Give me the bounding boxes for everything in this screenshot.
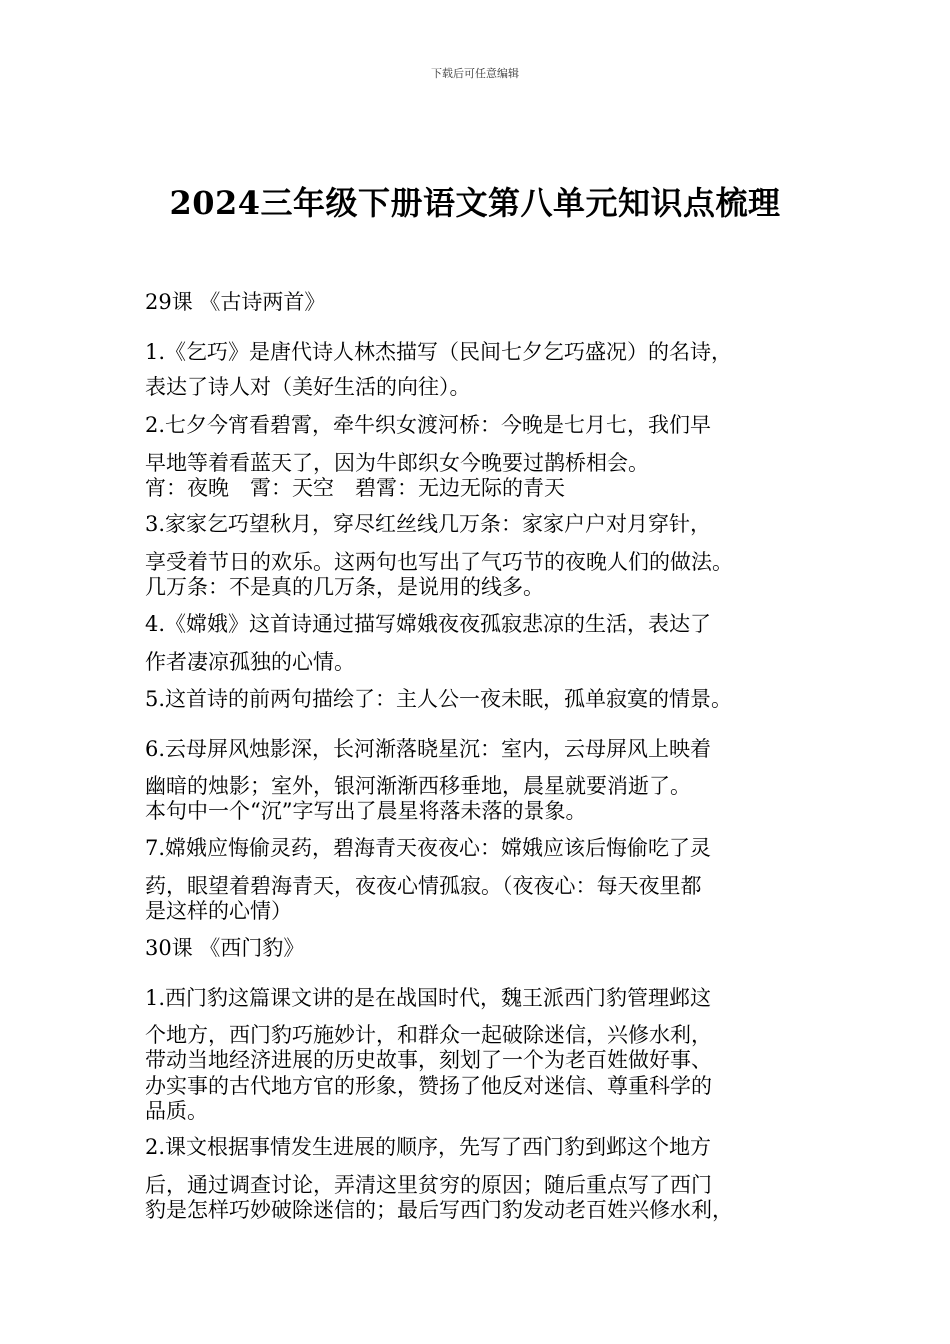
text-line: 办实事的古代地方官的形象，赞扬了他反对迷信、尊重科学的 (145, 1074, 712, 1098)
lesson-heading: 30课 《西门豹》 (145, 936, 305, 960)
text-line: 6.云母屏风烛影深，长河渐落晓星沉：室内，云母屏风上映着 (145, 737, 712, 761)
text-line: 2.课文根据事情发生进展的顺序，先写了西门豹到邺这个地方 (145, 1135, 712, 1159)
text-line: 表达了诗人对（美好生活的向往）。 (145, 375, 471, 399)
text-line: 幽暗的烛影；室外，银河渐渐西移垂地，晨星就要消逝了。 (145, 774, 691, 798)
text-line: 个地方，西门豹巧施妙计，和群众一起破除迷信，兴修水利， (145, 1023, 712, 1047)
text-line: 4.《嫦娥》这首诗通过描写嫦娥夜夜孤寂悲凉的生活，表达了 (145, 612, 712, 636)
text-line: 早地等着看蓝天了，因为牛郎织女今晚要过鹊桥相会。 (145, 451, 649, 475)
text-line: 是这样的心情） (145, 899, 292, 923)
text-line: 3.家家乞巧望秋月，穿尽红丝线几万条：家家户户对月穿针， (145, 512, 712, 536)
text-line: 享受着节日的欢乐。这两句也写出了气巧节的夜晚人们的做法。 (145, 550, 733, 574)
text-line: 几万条：不是真的几万条，是说用的线多。 (145, 575, 544, 599)
text-line: 1.西门豹这篇课文讲的是在战国时代，魏王派西门豹管理邺这 (145, 986, 712, 1010)
text-line: 豹是怎样巧妙破除迷信的；最后写西门豹发动老百姓兴修水利， (145, 1198, 733, 1222)
text-line: 2.七夕今宵看碧霄，牵牛织女渡河桥：今晚是七月七，我们早 (145, 413, 712, 437)
text-line: 作者凄凉孤独的心情。 (145, 650, 355, 674)
text-line: 7.嫦娥应悔偷灵药，碧海青天夜夜心：嫦娥应该后悔偷吃了灵 (145, 836, 712, 860)
text-line: 品质。 (145, 1099, 208, 1123)
text-line: 5.这首诗的前两句描绘了：主人公一夜未眠，孤单寂寞的情景。 (145, 687, 733, 711)
text-line: 带动当地经济进展的历史故事，刻划了一个为老百姓做好事、 (145, 1048, 712, 1072)
text-line: 1.《乞巧》是唐代诗人林杰描写（民间七夕乞巧盛况）的名诗， (145, 340, 733, 364)
header-note: 下载后可任意编辑 (431, 67, 519, 80)
text-line: 后，通过调查讨论，弄清这里贫穷的原因；随后重点写了西门 (145, 1173, 712, 1197)
page-title: 2024三年级下册语文第八单元知识点梳理 (169, 184, 781, 222)
text-line: 药，眼望着碧海青天，夜夜心情孤寂。（夜夜心：每天夜里都 (145, 874, 702, 898)
text-line: 本句中一个“沉”字写出了晨星将落未落的景象。 (145, 799, 587, 823)
lesson-heading: 29课 《古诗两首》 (145, 290, 326, 314)
text-line: 宵：夜晚 霄：天空 碧霄：无边无际的青天 (145, 476, 565, 500)
